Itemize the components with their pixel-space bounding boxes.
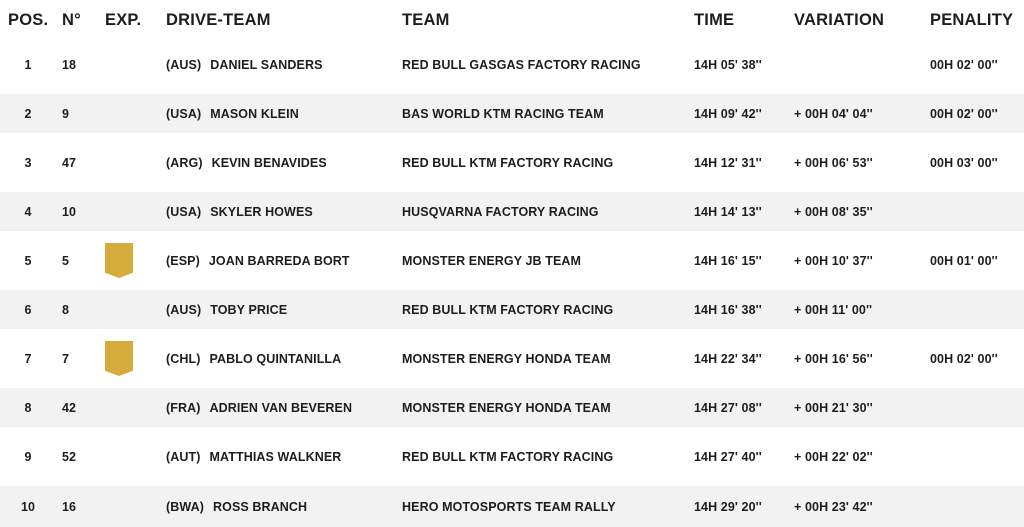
table-row <box>0 187 1024 236</box>
position-value: 8 <box>24 400 32 415</box>
nationality-code: (FRA) <box>166 400 201 415</box>
nationality-code: (AUS) <box>166 302 202 317</box>
nationality-code: (USA) <box>166 106 202 121</box>
position-value: 2 <box>24 106 32 121</box>
penality-value: 00H 02' 00'' <box>930 351 998 366</box>
time-value: 14H 27' 08'' <box>694 400 762 415</box>
driver-name: ADRIEN VAN BEVEREN <box>209 400 353 415</box>
rider-number: 47 <box>62 155 77 170</box>
team-name: RED BULL GASGAS FACTORY RACING <box>402 57 641 72</box>
nationality-code: (AUT) <box>166 449 201 464</box>
variation-value: + 00H 11' 00'' <box>794 302 873 317</box>
table-row <box>0 383 1024 432</box>
rider-number: 18 <box>62 57 77 72</box>
penality-value: 00H 02' 00'' <box>930 57 998 72</box>
driver-cell <box>160 254 402 268</box>
position-value: 1 <box>24 57 32 72</box>
position-value: 6 <box>24 302 32 317</box>
driver-name: MASON KLEIN <box>210 106 299 121</box>
driver-name: ROSS BRANCH <box>213 499 308 514</box>
header-team: TEAM <box>402 10 450 29</box>
team-name: HERO MOTOSPORTS TEAM RALLY <box>402 499 616 514</box>
nationality-code: (AUS) <box>166 57 202 72</box>
rider-number: 42 <box>62 400 77 415</box>
table-row <box>0 285 1024 334</box>
driver-cell <box>160 156 402 170</box>
rider-number: 16 <box>62 499 77 514</box>
exp-cell <box>100 47 160 82</box>
table-row <box>0 89 1024 138</box>
header-penality: PENALITY <box>930 10 1014 29</box>
rider-number: 9 <box>62 106 70 121</box>
experience-badge-icon <box>105 341 133 376</box>
position-value: 5 <box>24 253 32 268</box>
rider-number: 10 <box>62 204 77 219</box>
nationality-code: (BWA) <box>166 499 204 514</box>
variation-value: + 00H 04' 04'' <box>794 106 873 121</box>
exp-cell <box>100 489 160 524</box>
header-number: N° <box>62 10 81 29</box>
driver-name: MATTHIAS WALKNER <box>209 449 342 464</box>
exp-cell <box>100 96 160 131</box>
driver-name: SKYLER HOWES <box>210 204 313 219</box>
variation-value: + 00H 21' 30'' <box>794 400 873 415</box>
time-value: 14H 27' 40'' <box>694 449 762 464</box>
driver-cell <box>160 205 402 219</box>
position-value: 4 <box>24 204 32 219</box>
team-name: RED BULL KTM FACTORY RACING <box>402 302 614 317</box>
header-variation: VARIATION <box>794 10 885 29</box>
variation-value: + 00H 23' 42'' <box>794 499 873 514</box>
header-time: TIME <box>694 10 735 29</box>
rider-number: 7 <box>62 351 70 366</box>
variation-value: + 00H 16' 56'' <box>794 351 873 366</box>
header-drive-team: DRIVE-TEAM <box>166 10 271 29</box>
driver-cell <box>160 352 402 366</box>
table-row <box>0 334 1024 383</box>
team-name: MONSTER ENERGY JB TEAM <box>402 253 582 268</box>
nationality-code: (USA) <box>166 204 202 219</box>
rider-number: 8 <box>62 302 70 317</box>
driver-name: KEVIN BENAVIDES <box>211 155 327 170</box>
nationality-code: (ESP) <box>166 253 200 268</box>
team-name: MONSTER ENERGY HONDA TEAM <box>402 351 611 366</box>
team-name: MONSTER ENERGY HONDA TEAM <box>402 400 611 415</box>
driver-cell <box>160 58 402 72</box>
table-row <box>0 432 1024 481</box>
penality-value: 00H 01' 00'' <box>930 253 998 268</box>
position-value: 10 <box>20 499 36 514</box>
exp-cell <box>100 439 160 474</box>
driver-name: TOBY PRICE <box>210 302 288 317</box>
position-value: 7 <box>24 351 32 366</box>
exp-cell <box>100 292 160 327</box>
header-exp: EXP. <box>105 10 142 29</box>
driver-name: JOAN BARREDA BORT <box>208 253 350 268</box>
driver-cell <box>160 500 402 514</box>
team-name: BAS WORLD KTM RACING TEAM <box>402 106 604 121</box>
nationality-code: (ARG) <box>166 155 203 170</box>
position-value: 9 <box>24 449 32 464</box>
time-value: 14H 14' 13'' <box>694 204 762 219</box>
table-row <box>0 481 1024 527</box>
driver-cell <box>160 303 402 317</box>
position-value: 3 <box>24 155 32 170</box>
variation-value: + 00H 10' 37'' <box>794 253 873 268</box>
exp-cell <box>100 341 160 376</box>
table-header <box>0 0 1024 40</box>
exp-cell <box>100 390 160 425</box>
time-value: 14H 05' 38'' <box>694 57 762 72</box>
variation-value: + 00H 22' 02'' <box>794 449 873 464</box>
exp-cell <box>100 243 160 278</box>
penality-value: 00H 03' 00'' <box>930 155 998 170</box>
table-row <box>0 40 1024 89</box>
team-name: HUSQVARNA FACTORY RACING <box>402 204 599 219</box>
rider-number: 52 <box>62 449 77 464</box>
time-value: 14H 16' 38'' <box>694 302 762 317</box>
table-row <box>0 236 1024 285</box>
team-name: RED BULL KTM FACTORY RACING <box>402 449 614 464</box>
driver-cell <box>160 401 402 415</box>
rider-number: 5 <box>62 253 70 268</box>
experience-badge-icon <box>105 243 133 278</box>
time-value: 14H 22' 34'' <box>694 351 762 366</box>
time-value: 14H 29' 20'' <box>694 499 762 514</box>
driver-name: PABLO QUINTANILLA <box>209 351 342 366</box>
time-value: 14H 12' 31'' <box>694 155 762 170</box>
driver-cell <box>160 450 402 464</box>
nationality-code: (CHL) <box>166 351 201 366</box>
table-body <box>0 40 1024 527</box>
header-pos: POS. <box>8 10 49 29</box>
driver-cell <box>160 107 402 121</box>
driver-name: DANIEL SANDERS <box>210 57 323 72</box>
time-value: 14H 16' 15'' <box>694 253 762 268</box>
table-row <box>0 138 1024 187</box>
team-name: RED BULL KTM FACTORY RACING <box>402 155 614 170</box>
variation-value: + 00H 08' 35'' <box>794 204 873 219</box>
penality-value: 00H 02' 00'' <box>930 106 998 121</box>
exp-cell <box>100 145 160 180</box>
time-value: 14H 09' 42'' <box>694 106 762 121</box>
variation-value: + 00H 06' 53'' <box>794 155 873 170</box>
exp-cell <box>100 194 160 229</box>
